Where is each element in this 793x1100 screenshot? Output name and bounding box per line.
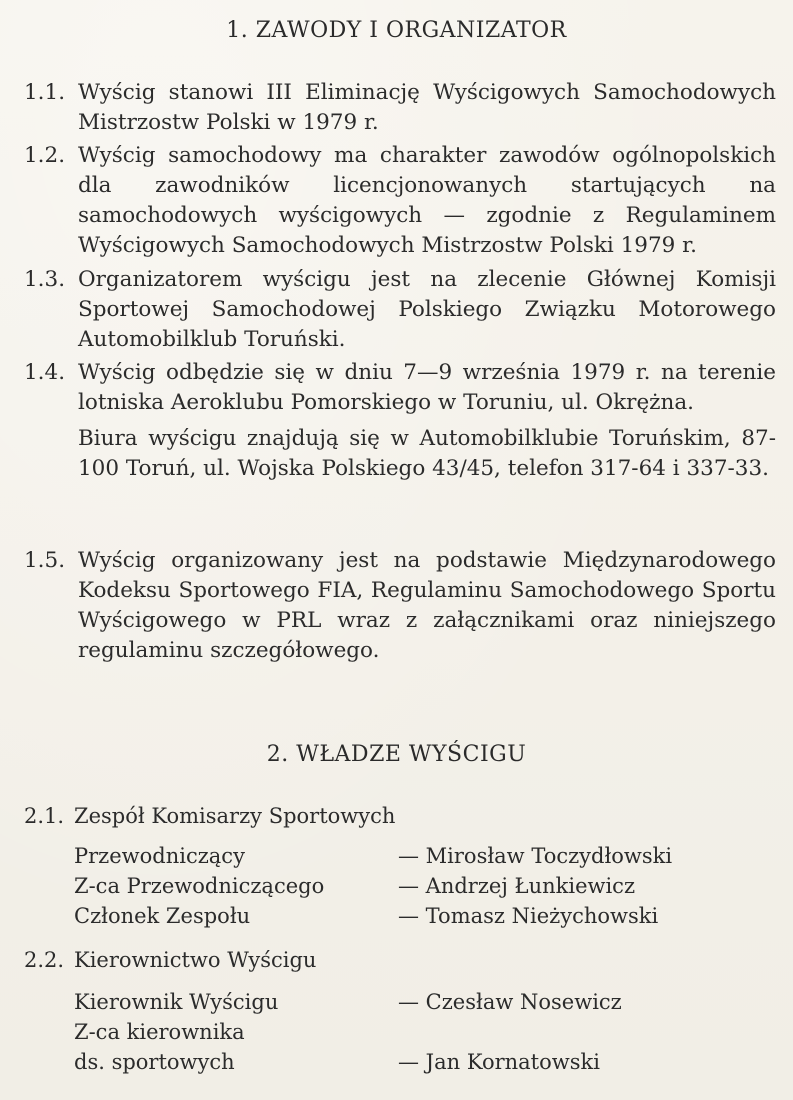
role-row (74, 987, 724, 1017)
person-name: — Czesław Nosewicz (398, 990, 622, 1014)
role-row (74, 901, 724, 931)
group-number: 2.2. (24, 948, 65, 972)
group-2-1 (24, 801, 724, 951)
person-name: — Jan Kornatowski (398, 1050, 600, 1074)
item-text: Wyścig samochodowy ma charakter zawodów ogólnopolskich dla zawodników licencjonowanych startujących na samochodowych wyścigowych — zgodnie z Regulaminem Wyścigowych Samochodowych Mistrzostw Polski 1979 r. (78, 143, 776, 258)
role-label: Kierownik Wyścigu (74, 990, 279, 1014)
item-number: 1.2. (24, 143, 66, 168)
role-label: Z-ca kierownika (74, 1020, 245, 1044)
item-number: 1.3. (24, 267, 66, 292)
role-row (74, 841, 724, 871)
person-name: — Tomasz Nieżychowski (398, 904, 659, 928)
item-text: Organizatorem wyścigu jest na zlecenie Głównej Komisji Sportowej Samochodowej Polskiego Związku Motorowego Automobilklub Toruński. (78, 267, 776, 352)
group-number: 2.1. (24, 804, 65, 828)
role-label: Z-ca Przewodniczącego (74, 874, 325, 898)
role-label: Przewodniczący (74, 844, 245, 868)
group-2-2 (24, 945, 724, 1095)
section-1-title: 1. ZAWODY I ORGANIZATOR (226, 18, 567, 43)
role-row (74, 1047, 724, 1077)
group-name: Kierownictwo Wyścigu (74, 948, 317, 972)
item-text: Wyścig stanowi III Eliminację Wyścigowych Samochodowych Mistrzostw Polski w 1979 r. (78, 80, 776, 135)
item-number: 1.4. (24, 360, 66, 385)
person-name: — Mirosław Toczydłowski (398, 844, 673, 868)
item-number: 1.1. (24, 80, 66, 105)
item-text: Wyścig organizowany jest na podstawie Międzynarodowego Kodeksu Sportowego FIA, Regulaminu Samochodowego Sportu Wyścigowego w PRL wraz z załącznikami oraz niniejszego regulaminu szczegółowego. (78, 548, 776, 663)
item-1-3 (24, 265, 776, 355)
item-text: Wyścig odbędzie się w dniu 7—9 września 1979 r. na terenie lotniska Aeroklubu Pomorskiego w Toruniu, ul. Okrężna. (78, 360, 776, 415)
item-text-office: Biura wyścigu znajdują się w Automobilklubie Toruńskim, 87-100 Toruń, ul. Wojska Polskiego 43/45, telefon 317-64 i 337-33. (78, 426, 776, 481)
role-row (74, 871, 724, 901)
section-2-title: 2. WŁADZE WYŚCIGU (266, 742, 527, 767)
role-row (74, 1017, 724, 1047)
role-label: ds. sportowych (74, 1050, 235, 1074)
role-label: Członek Zespołu (74, 904, 251, 928)
item-1-1 (24, 78, 776, 138)
group-name: Zespół Komisarzy Sportowych (74, 804, 396, 828)
item-1-5 (24, 546, 776, 666)
item-number: 1.5. (24, 548, 66, 573)
item-1-4 (24, 358, 776, 484)
person-name: — Andrzej Łunkiewicz (398, 874, 636, 898)
item-1-2 (24, 141, 776, 261)
